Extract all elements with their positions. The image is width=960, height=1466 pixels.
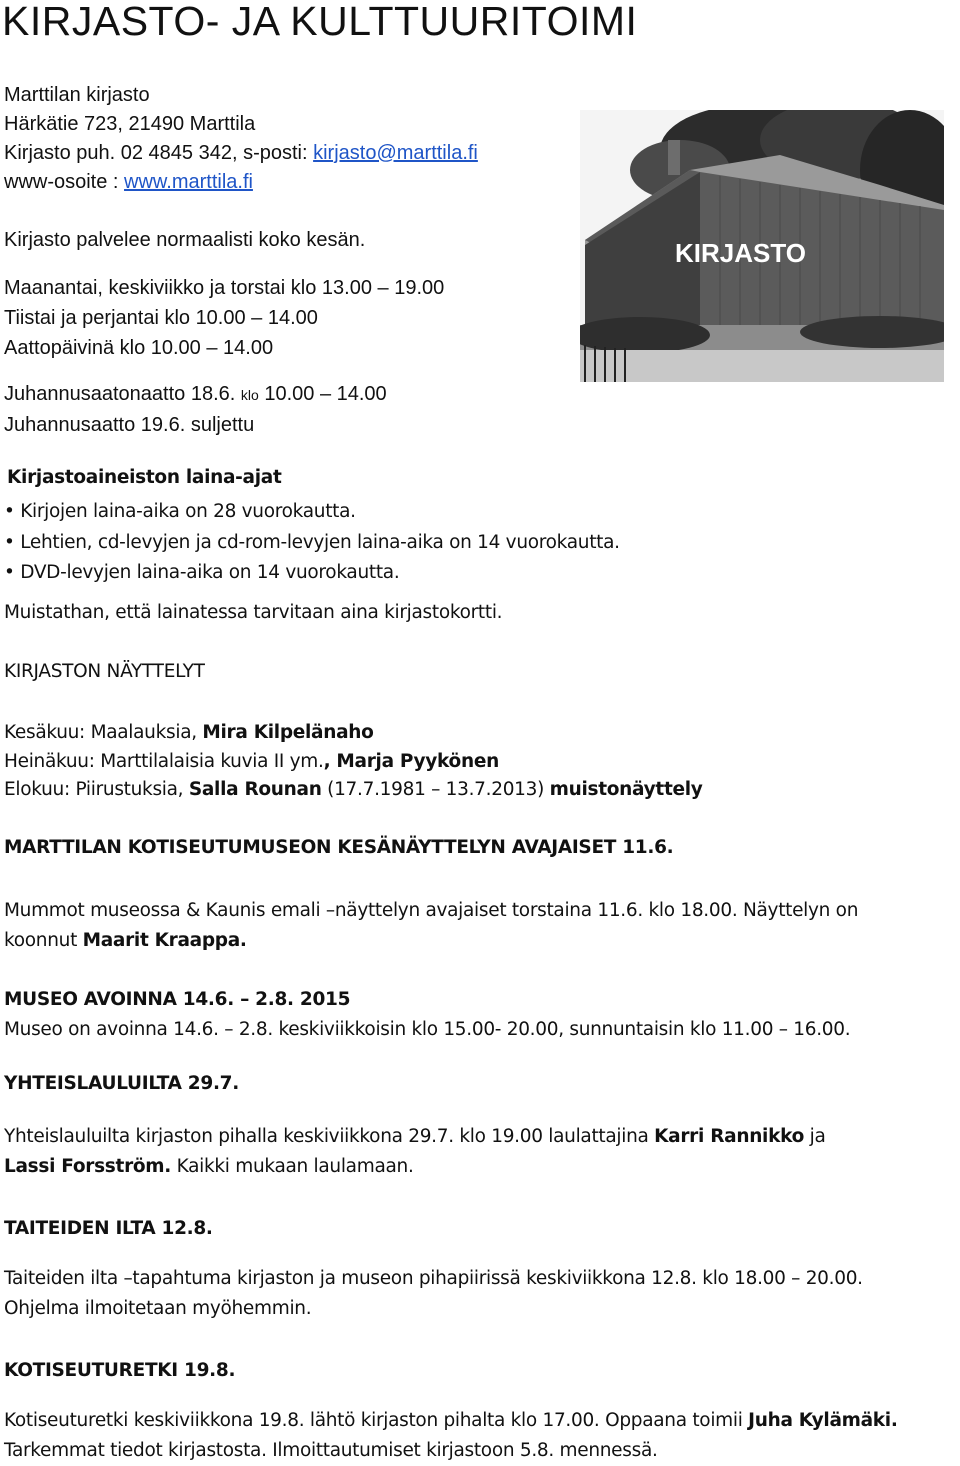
museum-text	[4, 896, 858, 956]
museum-text-line	[4, 926, 858, 956]
singing-heading-text: YHTEISLAULUILTA 29.7.	[4, 1073, 239, 1094]
museum-heading-text: MARTTILAN KOTISEUTUMUSEON KESÄNÄYTTELYN AVAJAISET 11.6.	[4, 837, 674, 858]
library-address: Härkätie 723, 21490 Marttila	[4, 113, 256, 135]
exhibition-august-dates: (17.7.1981 – 13.7.2013)	[321, 779, 550, 800]
email-link[interactable]: kirjasto@marttila.fi	[313, 142, 478, 164]
museum-heading	[4, 837, 673, 858]
library-contact	[4, 81, 478, 197]
list-item: • Kirjojen laina-aika on 28 vuorokautta.	[4, 501, 356, 522]
exhibition-july-artist: , Marja Pyykönen	[323, 750, 499, 772]
midsummer-eve-label: Juhannusaatonaatto 18.6.	[4, 383, 241, 405]
exhibition-july-label: Heinäkuu: Marttilalaisia kuvia II ym.	[4, 750, 324, 772]
exhibitions-list	[4, 719, 703, 805]
arts-text-line: Ohjelma ilmoitetaan myöhemmin.	[4, 1298, 312, 1319]
singing-heading	[4, 1073, 239, 1094]
singing-and: ja	[804, 1126, 826, 1147]
trip-heading-text: KOTISEUTURETKI 19.8.	[4, 1360, 236, 1381]
hours-line: Aattopäivinä klo 10.00 – 14.00	[4, 337, 274, 359]
library-building-photo	[580, 110, 944, 382]
trip-desc: Kotiseuturetki keskiviikkona 19.8. lähtö kirjaston pihalta klo 17.00. Oppaana toimii	[4, 1410, 749, 1431]
arts-heading-text: TAITEIDEN ILTA 12.8.	[4, 1218, 213, 1239]
library-card-reminder: Muistathan, että lainatessa tarvitaan aina kirjastokortti.	[4, 602, 503, 623]
singing-leader-2: Lassi Forsström.	[4, 1156, 172, 1177]
exhibition-june-label: Kesäkuu: Maalauksia,	[4, 722, 203, 743]
list-item: • DVD-levyjen laina-aika on 14 vuorokautta.	[4, 562, 400, 583]
museum-open	[4, 985, 850, 1045]
arts-text-line: Taiteiden ilta –tapahtuma kirjaston ja museon pihapiirissä keskiviikkona 12.8. klo 18.00 – 20.00.	[4, 1268, 863, 1289]
exhibition-july	[4, 748, 703, 777]
museum-curator-label: koonnut	[4, 930, 83, 951]
web-label: www-osoite :	[4, 171, 125, 193]
singing-text-line	[4, 1122, 826, 1152]
midsummer-eve-line	[4, 379, 387, 410]
midsummer-line: Juhannusaatto 19.6. suljettu	[4, 414, 255, 436]
exhibition-june-artist: Mira Kilpelänaho	[202, 722, 374, 743]
summer-note: Kirjasto palvelee normaalisti koko kesän.	[4, 229, 366, 251]
exhibition-august-label: Elokuu: Piirustuksia,	[4, 779, 189, 800]
list-item: • Lehtien, cd-levyjen ja cd-rom-levyjen laina-aika on 14 vuorokautta.	[4, 531, 620, 553]
exhibitions-heading: KIRJASTON NÄYTTELYT	[4, 661, 205, 682]
photo-sign-text: KIRJASTO	[675, 238, 806, 268]
library-web-line	[4, 168, 478, 197]
trip-heading	[4, 1360, 235, 1381]
trip-guide: Juha Kylämäki.	[748, 1410, 898, 1431]
midsummer-eve-time: 10.00 – 14.00	[258, 383, 387, 405]
arts-text	[4, 1264, 863, 1324]
library-name: Marttilan kirjasto	[4, 84, 150, 106]
library-phone-line	[4, 139, 478, 168]
hours-line: Tiistai ja perjantai klo 10.00 – 14.00	[4, 307, 318, 329]
singing-leader-1: Karri Rannikko	[654, 1126, 805, 1147]
singing-invite: Kaikki mukaan laulamaan.	[171, 1156, 414, 1177]
library-phone: Kirjasto puh. 02 4845 342, s-posti:	[4, 142, 314, 164]
singing-desc: Yhteislauluilta kirjaston pihalla keskiviikkona 29.7. klo 19.00 laulattajina	[4, 1126, 655, 1147]
midsummer-eve-klo: klo	[240, 387, 259, 403]
loans-heading-text: Kirjastoaineiston laina-ajat	[7, 467, 282, 488]
opening-hours	[4, 273, 444, 363]
exhibition-august-artist: Salla Rounan	[188, 779, 322, 800]
hours-line: Maanantai, keskiviikko ja torstai klo 13.00 – 19.00	[4, 277, 445, 299]
website-link[interactable]: www.marttila.fi	[124, 171, 253, 193]
exhibition-august-type: muistonäyttely	[549, 779, 703, 800]
museum-open-text: Museo on avoinna 14.6. – 2.8. keskiviikkoisin klo 15.00- 20.00, sunnuntaisin klo 11.00 – 16.00.	[4, 1019, 851, 1040]
trip-text-line: Tarkemmat tiedot kirjastosta. Ilmoittautumiset kirjastoon 5.8. mennessä.	[4, 1440, 658, 1461]
museum-open-heading	[4, 985, 850, 1015]
trip-text-line	[4, 1406, 898, 1436]
museum-open-heading-text: MUSEO AVOINNA 14.6. – 2.8. 2015	[4, 989, 351, 1010]
exhibition-june	[4, 719, 703, 748]
midsummer-hours	[4, 379, 387, 440]
singing-text-line	[4, 1152, 826, 1182]
museum-curator: Maarit Kraappa.	[82, 930, 247, 951]
arts-heading	[4, 1218, 213, 1239]
museum-text-line: Mummot museossa & Kaunis emali –näyttelyn avajaiset torstaina 11.6. klo 18.00. Näyttelyn on	[4, 900, 859, 921]
trip-text	[4, 1406, 898, 1466]
singing-text	[4, 1122, 826, 1182]
loans-list	[4, 497, 620, 589]
loans-heading	[7, 467, 282, 488]
page-title: KIRJASTO- JA KULTTUURITOIMI	[2, 0, 638, 44]
exhibition-august	[4, 776, 703, 805]
